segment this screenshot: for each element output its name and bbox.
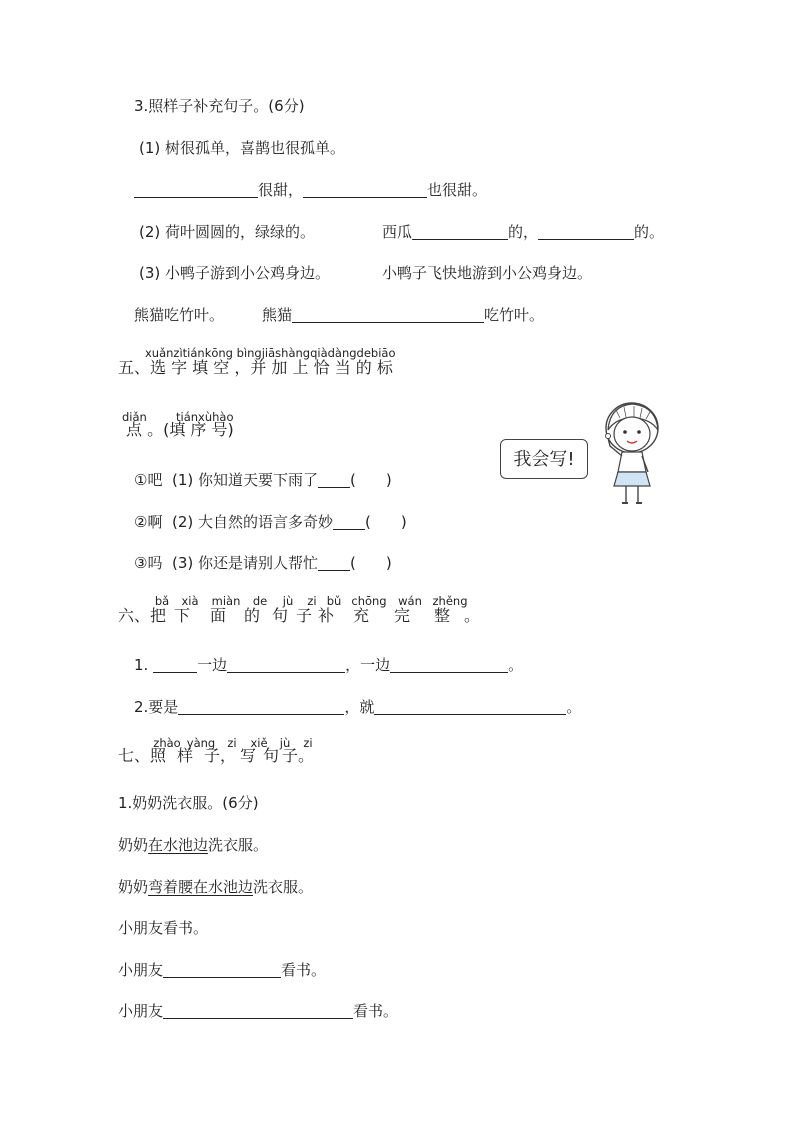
blank[interactable] xyxy=(318,554,350,571)
pinyin: jù xyxy=(282,594,294,608)
sentence: (2) 大自然的语言多奇妙 xyxy=(172,513,334,531)
text: 的。 xyxy=(634,223,665,241)
pinyin: bǎ xyxy=(154,594,170,608)
fill-line-4 xyxy=(262,305,544,325)
answer-paren[interactable]: ( ) xyxy=(350,471,392,489)
choice-item xyxy=(134,553,392,573)
title-char: 补 xyxy=(318,606,335,625)
title-char: 句 xyxy=(263,746,280,765)
example-row-3: 小朋友看书。 xyxy=(118,919,209,937)
answer-paren[interactable]: ( ) xyxy=(350,554,392,572)
text: 小朋友 xyxy=(118,961,164,979)
blank[interactable] xyxy=(412,223,508,240)
example-3b: 小鸭子飞快地游到小公鸡身边。 xyxy=(382,264,593,282)
blank[interactable] xyxy=(390,656,508,673)
underlined-text: 弯着腰在水池边 xyxy=(148,878,254,896)
option-label: ①吧 xyxy=(134,471,163,489)
blank[interactable] xyxy=(134,181,258,198)
pinyin: bǔ xyxy=(326,594,342,608)
underlined-text: 在水池边 xyxy=(148,836,209,854)
text: 的， xyxy=(508,223,539,241)
text: 看书。 xyxy=(281,961,327,979)
title-char: 。 xyxy=(464,606,481,625)
example-row-2 xyxy=(118,877,313,897)
pinyin: chōng xyxy=(351,594,387,608)
pinyin-line: xuǎnzìtiánkōng bìngjiāshàngqiàdàngdebiāo xyxy=(145,346,396,360)
blank[interactable] xyxy=(163,1002,353,1019)
section-3-title: 3.照样子补充句子。(6分) xyxy=(134,97,305,115)
title-char: 七、照 xyxy=(118,746,167,765)
text: 奶奶 xyxy=(118,878,149,896)
title-char: 子， xyxy=(204,746,237,765)
blank[interactable] xyxy=(163,961,281,978)
pinyin: zhào xyxy=(153,736,181,750)
text: 2.要是 xyxy=(134,698,179,716)
option-label: ②啊 xyxy=(134,513,163,531)
section-6-title xyxy=(118,606,480,626)
blank[interactable] xyxy=(318,471,350,488)
title-char: 写 xyxy=(240,746,257,765)
choice-item xyxy=(134,512,407,532)
title-char: 完 xyxy=(394,606,411,625)
pinyin: zi xyxy=(227,736,237,750)
text: 也很甜。 xyxy=(427,181,488,199)
fill-line-6-1 xyxy=(134,655,523,675)
title-char: 充 xyxy=(353,606,370,625)
pinyin: miàn xyxy=(211,594,241,608)
text: 西瓜 xyxy=(382,223,413,241)
section-7-title xyxy=(118,746,314,766)
option-label: ③吗 xyxy=(134,554,163,572)
text: 洗衣服。 xyxy=(253,878,314,896)
pinyin: zi xyxy=(307,594,317,608)
blank[interactable] xyxy=(538,223,634,240)
text: 1. xyxy=(134,656,149,674)
example-row-1 xyxy=(118,835,268,855)
blank[interactable] xyxy=(153,656,197,673)
pinyin: xiě xyxy=(250,736,268,750)
title-char: 子 xyxy=(296,606,313,625)
pinyin: de xyxy=(252,594,268,608)
text: 奶奶 xyxy=(118,836,149,854)
text: 。 xyxy=(566,698,582,716)
pinyin: xià xyxy=(181,594,199,608)
pinyin: wán xyxy=(398,594,422,608)
title-char: 面 xyxy=(210,606,227,625)
fill-line-6-2 xyxy=(134,697,581,717)
pinyin: zhěng xyxy=(432,594,468,608)
sentence: (1) 你知道天要下雨了 xyxy=(172,471,319,489)
answer-paren[interactable]: ( ) xyxy=(365,513,407,531)
example-2: (2) 荷叶圆圆的，绿绿的。 xyxy=(139,223,316,241)
blank[interactable] xyxy=(333,513,365,530)
title-char: 整 xyxy=(434,606,451,625)
fill-line-2 xyxy=(382,222,664,242)
title-char: 样 xyxy=(177,746,194,765)
pinyin-tianxuhao: tiánxùhào xyxy=(176,410,234,424)
title-char: 子。 xyxy=(282,746,315,765)
example-3a: (3) 小鸭子游到小公鸡身边。 xyxy=(139,264,331,282)
fill-row-5 xyxy=(118,1001,398,1021)
text: ，就 xyxy=(344,698,375,716)
text: 很甜， xyxy=(258,181,304,199)
pinyin: zi xyxy=(303,736,313,750)
pinyin: jù xyxy=(279,736,291,750)
text: 洗衣服。 xyxy=(208,836,269,854)
text: 熊猫 xyxy=(262,306,293,324)
girl-illustration-icon xyxy=(590,400,670,510)
fill-row-4 xyxy=(118,960,326,980)
sentence: (3) 你还是请别人帮忙 xyxy=(172,554,319,572)
example-1: (1) 树很孤单，喜鹊也很孤单。 xyxy=(139,139,346,157)
blank[interactable] xyxy=(374,698,566,715)
pinyin-dian: diǎn xyxy=(122,410,147,424)
fill-line-1 xyxy=(134,180,487,200)
title-char: 句 xyxy=(272,606,289,625)
blank[interactable] xyxy=(303,181,427,198)
blank[interactable] xyxy=(227,656,345,673)
blank[interactable] xyxy=(178,698,344,715)
text: 看书。 xyxy=(353,1002,399,1020)
text: 一边 xyxy=(197,656,228,674)
title-char: 六、把 xyxy=(118,606,167,625)
text: 小朋友 xyxy=(118,1002,164,1020)
choice-item xyxy=(134,470,392,490)
section-5-title: 五、选 字 填 空 ，并 加 上 恰 当 的 标 xyxy=(118,358,393,377)
example-4: 熊猫吃竹叶。 xyxy=(134,306,225,324)
blank[interactable] xyxy=(292,306,484,323)
pinyin: yàng xyxy=(186,736,216,750)
speech-bubble: 我会写! xyxy=(500,439,588,479)
text: 吃竹叶。 xyxy=(484,306,545,324)
section-5-title-cont: 点 。(填 序 号) xyxy=(126,420,234,439)
text: ，一边 xyxy=(345,656,391,674)
title-char: 下 xyxy=(174,606,191,625)
section-7-subtitle: 1.奶奶洗衣服。(6分) xyxy=(118,794,259,812)
title-char: 的 xyxy=(244,606,261,625)
text: 。 xyxy=(508,656,524,674)
